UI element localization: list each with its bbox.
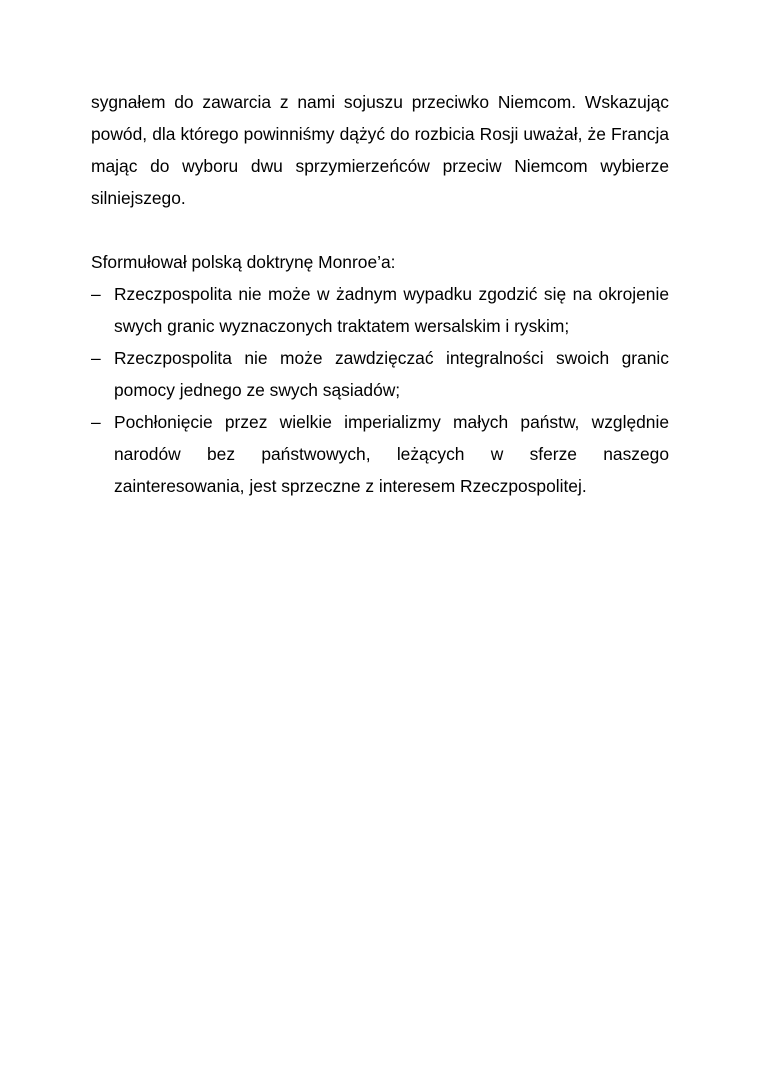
list-item-text: Rzeczpospolita nie może zawdzięczać integralności swoich granic pomocy jednego ze swych sąsiadów; [114, 348, 669, 400]
list-item [91, 342, 669, 406]
list-item-text: Rzeczpospolita nie może w żadnym wypadku zgodzić się na okrojenie swych granic wyznaczonych traktatem wersalskim i ryskim; [114, 284, 669, 336]
list-item [91, 278, 669, 342]
doctrine-list [91, 278, 669, 502]
paragraph-alliance: sygnałem do zawarcia z nami sojuszu przeciwko Niemcom. Wskazując powód, dla którego powinniśmy dążyć do rozbicia Rosji uważał, że Francja mając do wyboru dwu sprzymierzeńców przeciw Niemcom wybierze silniejszego. [91, 92, 669, 208]
list-item [91, 406, 669, 502]
list-item-text: Pochłonięcie przez wielkie imperializmy małych państw, względnie narodów bez państwowych, leżących w sferze naszego zainteresowania, jest sprzeczne z interesem Rzeczpospolitej. [114, 412, 669, 496]
dash-bullet-icon: – [91, 284, 101, 304]
dash-bullet-icon: – [91, 348, 101, 368]
dash-bullet-icon: – [91, 412, 101, 432]
document-body [91, 86, 669, 502]
paragraph-monroe-doctrine-intro: Sformułował polską doktrynę Monroe’a: [91, 252, 396, 272]
